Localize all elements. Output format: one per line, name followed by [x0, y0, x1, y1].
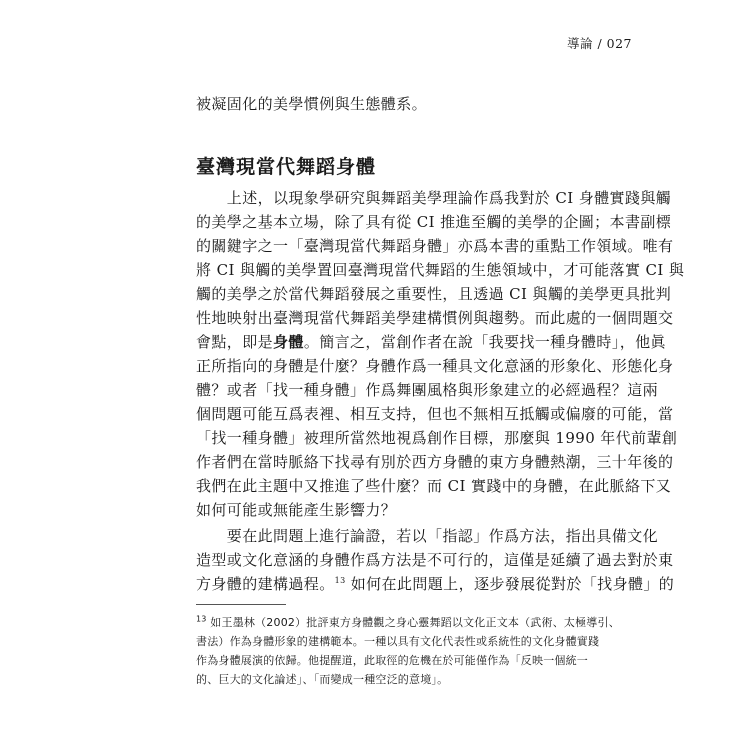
text-line: 的美學之基本立場，除了具有從 CI 推進至觸的美學的企圖；本書副標: [196, 213, 672, 231]
footnote-number: 13: [196, 614, 207, 624]
footnote-reference[interactable]: 13: [334, 576, 346, 585]
text-line: 上述，以現象學研究與舞蹈美學理論作爲我對於 CI 身體實踐與觸: [196, 189, 672, 207]
intro-line: 被凝固化的美學慣例與生態體系。: [196, 95, 428, 113]
text-line: 我們在此主題中又推進了些什麼？而 CI 實踐中的身體，在此脈絡下又: [196, 477, 672, 495]
text-line: 「找一種身體」被理所當然地視爲創作目標，那麼與 1990 年代前輩創: [196, 429, 678, 447]
text-line: 體？或者「找一種身體」作爲舞團風格與形象建立的必經過程？這兩: [196, 381, 659, 399]
footnote-divider: [196, 604, 286, 605]
footnote-text: 如王墨林（2002）批評東方身體觀之身心靈舞蹈以文化正文本（武術、太極導引、: [210, 616, 620, 629]
footnote-line: 作為身體展演的依歸。他提醒道，此取徑的危機在於可能僅作為「反映一個統一: [196, 654, 588, 667]
text-line: 個問題可能互爲表裡、相互支持，但也不無相互抵觸或偏廢的可能，當: [196, 405, 674, 423]
text-line: 觸的美學之於當代舞蹈發展之重要性，且透過 CI 與觸的美學更具批判: [196, 285, 672, 303]
text-line: 性地映射出臺灣現當代舞蹈美學建構慣例與趨勢。而此處的一個問題交: [196, 309, 674, 327]
text-span: 。簡言之，當創作者在說「我要找一種身體時」，他眞: [303, 333, 666, 351]
text-line: [196, 574, 675, 594]
running-head: 導論 / 027: [566, 36, 632, 51]
text-line: 如何可能或無能產生影響力？: [196, 501, 397, 519]
text-span: 方身體的建構過程。: [196, 575, 335, 593]
text-line: 的關鍵字之一「臺灣現當代舞蹈身體」亦爲本書的重點工作領域。唯有: [196, 237, 674, 255]
text-line: 將 CI 與觸的美學置回臺灣現當代舞蹈的生態領域中，才可能落實 CI 與: [196, 261, 685, 279]
footnote-line: 的、巨大的文化論述」、「而變成一種空泛的意境」。: [196, 673, 449, 686]
footnote-line: [196, 614, 620, 632]
text-line: 正所指向的身體是什麼？身體作爲一種具文化意涵的形象化、形態化身: [196, 357, 674, 375]
emphasis-text: 身體: [273, 333, 304, 351]
text-line: 作者們在當時脈絡下找尋有別於西方身體的東方身體熱潮，三十年後的: [196, 453, 674, 471]
footnote-line: 書法）作為身體形象的建構範本。一種以具有文化代表性或系統性的文化身體實踐: [196, 635, 600, 648]
section-heading: 臺灣現當代舞蹈身體: [196, 156, 377, 178]
text-line: 要在此問題上進行論證，若以「指認」作爲方法，指出具備文化: [196, 527, 659, 545]
text-line: [196, 332, 666, 352]
text-line: 造型或文化意涵的身體作爲方法是不可行的，這僅是延續了過去對於東: [196, 551, 674, 569]
text-span: 如何在此問題上，逐步發展從對於「找身體」的: [345, 575, 675, 593]
text-span: 會點，即是: [196, 333, 274, 351]
